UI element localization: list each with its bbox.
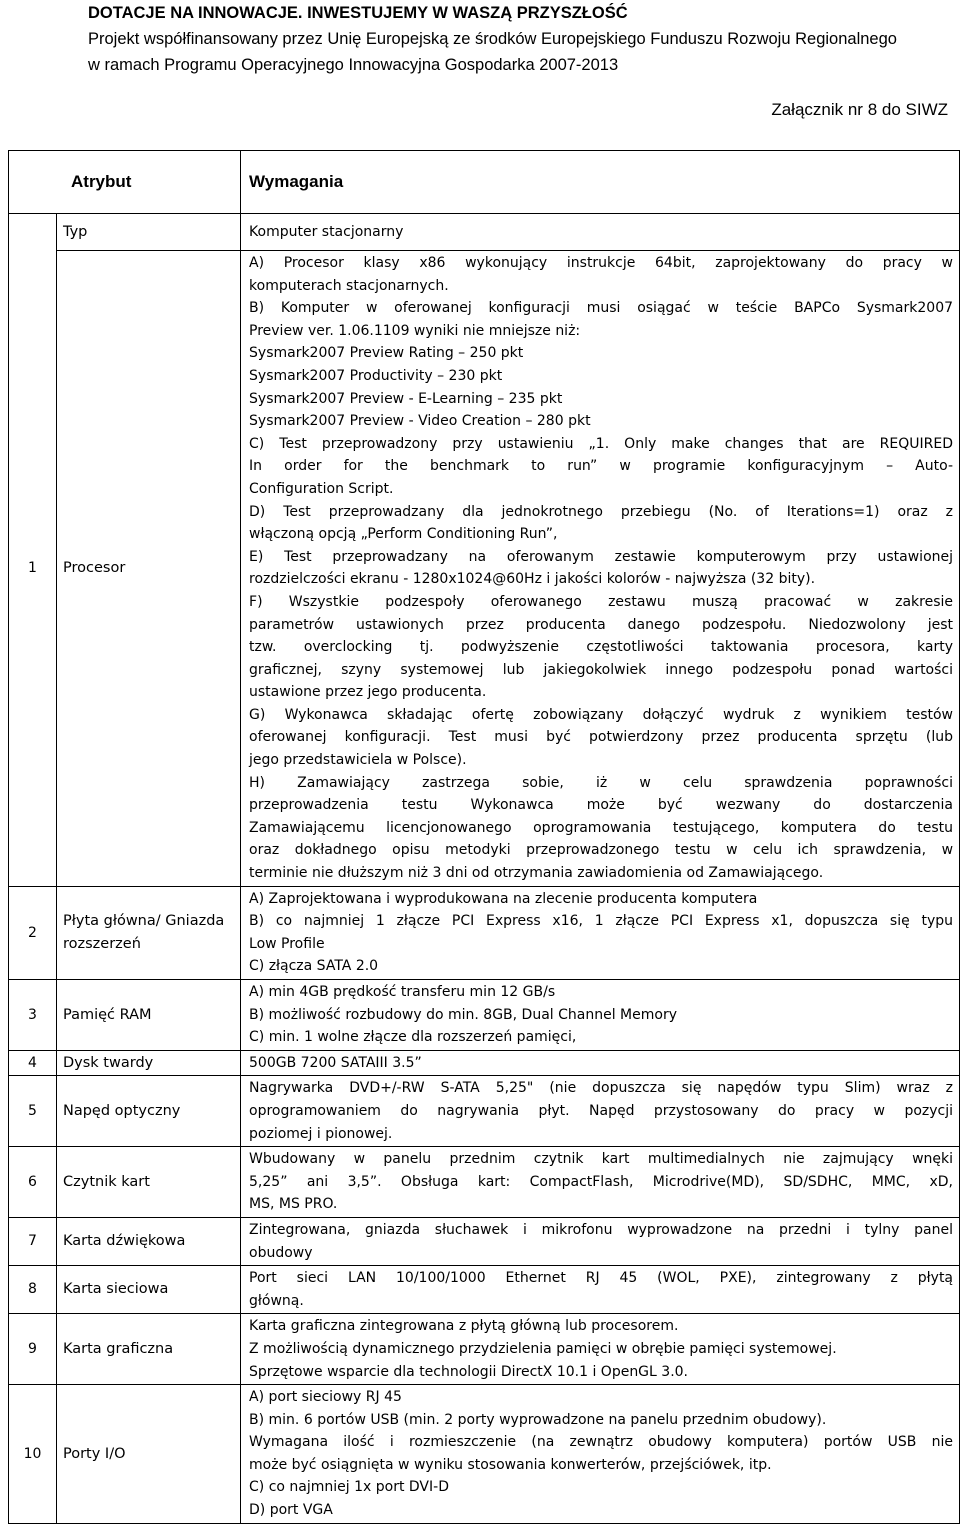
requirement-line: obudowy [249,1244,313,1261]
row-requirements [241,1050,960,1076]
requirement-line: Nagrywarka DVD+/-RW S-ATA 5,25" (nie dopuszcza się napędów typu Slim) wraz z [249,1080,954,1097]
table-row [9,1314,960,1385]
requirement-line: oferowanej konfiguracji. Test musi być potwierdzony przez producenta sprzętu (lub [249,729,954,746]
row-number: 6 [9,1147,57,1218]
requirement-line: B) możliwość rozbudowy do min. 8GB, Dual Channel Memory [249,1006,677,1023]
row-requirements [241,980,960,1051]
requirement-line: 5,25” ani 3,5”. Obsługa kart: CompactFlash, Microdrive(MD), SD/SDHC, MMC, xD, [249,1173,954,1190]
row-number: 5 [9,1076,57,1147]
row-number: 3 [9,980,57,1051]
row-number: 2 [9,886,57,979]
requirement-line: Low Profile [249,935,325,952]
requirement-line: główną. [249,1292,304,1309]
row-number: 1 [9,251,57,887]
requirement-line: Preview ver. 1.06.1109 wyniki nie mniejsze niż: [249,322,581,339]
table-row [9,1076,960,1147]
requirement-line: poziomej i pionowej. [249,1125,393,1142]
requirement-line: C) Test przeprowadzony przy ustawieniu „1. Only make changes that are REQUIRED [249,435,954,452]
row-attribute: Procesor [57,251,241,887]
type-value: Komputer stacjonarny [241,214,960,251]
requirement-line: D) Test przeprowadzany dla jednokrotnego przebiegu (No. of Iterations=1) oraz z [249,503,954,520]
requirements-table [8,150,960,1524]
row-attribute: Płyta główna/ Gniazda rozszerzeń [57,886,241,979]
row-requirements [241,1385,960,1524]
header-cofinancing: Projekt współfinansowany przez Unię Europejską ze środków Europejskiego Funduszu Rozwoju Regionalnego [88,30,897,48]
requirement-line: terminie nie dłuższym niż 3 dni od otrzymania zawiadomienia od Zamawiającego. [249,865,824,882]
requirement-line: 500GB 7200 SATAIII 3.5” [249,1054,422,1071]
requirement-line: H) Zamawiający zastrzega sobie, iż w celu sprawdzenia poprawności [249,774,954,791]
row-number: 4 [9,1050,57,1076]
table-row [9,980,960,1051]
requirement-line: A) Zaprojektowana i wyprodukowana na zlecenie producenta komputera [249,890,758,907]
requirement-line: Configuration Script. [249,480,394,497]
row-requirements [241,1217,960,1265]
requirement-line: A) Procesor klasy x86 wykonujący instrukcje 64bit, zaprojektowany do pracy w [249,255,954,271]
row-requirements [241,1266,960,1314]
row-requirements [241,251,960,887]
type-row [9,214,960,251]
table-row [9,1385,960,1524]
requirement-line: B) Komputer w oferowanej konfiguracji musi osiągać w teście BAPCo Sysmark2007 [249,300,954,317]
requirement-line: oprogramowaniem do nagrywania płyt. Napęd przystosowany do pracy w pozycji [249,1102,954,1119]
row-attribute: Dysk twardy [57,1050,241,1076]
requirement-line: może być osiągnięta w wyniku stosowania konwerterów, przejściówek, itp. [249,1456,772,1473]
row-number: 10 [9,1385,57,1524]
header-programme: w ramach Programu Operacyjnego Innowacyjna Gospodarka 2007-2013 [88,56,619,74]
requirement-line: oraz dokładnego opisu metodyki przeprowadzonego testu w celu ich sprawdzenia, w [249,842,954,859]
requirement-line: Z możliwością dynamicznego przydzielenia pamięci w obrębie pamięci systemowej. [249,1340,837,1357]
requirement-line: włączoną opcją „Perform Conditioning Run”, [249,526,558,543]
column-header-requirements: Wymagania [241,151,960,214]
requirement-line: Sysmark2007 Preview Rating – 250 pkt [249,345,524,362]
requirement-line: In order for the benchmark to run” w programie konfiguracyjnym – Auto- [249,458,954,475]
type-number-cell [9,214,57,251]
table-row [9,1147,960,1218]
requirement-line: E) Test przeprowadzany na oferowanym zestawie komputerowym przy ustawionej [249,548,954,565]
requirement-line: B) min. 6 portów USB (min. 2 porty wyprowadzone na panelu przednim obudowy). [249,1411,827,1428]
requirement-line: Zamawiającemu licencjonowanego oprogramowania testującego, komputera do testu [249,819,954,836]
requirement-line: parametrów ustawionych przez producenta danego podzespołu. Niedozwolony jest [249,616,954,633]
row-number: 7 [9,1217,57,1265]
row-number: 8 [9,1266,57,1314]
requirement-line: Sprzętowe wsparcie dla technologii DirectX 10.1 i OpenGL 3.0. [249,1363,688,1380]
row-attribute: Karta graficzna [57,1314,241,1385]
row-attribute: Karta dźwiękowa [57,1217,241,1265]
requirement-line: Karta graficzna zintegrowana z płytą główną lub procesorem. [249,1318,679,1335]
requirement-line: D) port VGA [249,1502,333,1519]
requirement-line: Sysmark2007 Preview - Video Creation – 280 pkt [249,413,591,430]
row-attribute: Porty I/O [57,1385,241,1524]
requirement-line: A) port sieciowy RJ 45 [249,1389,402,1406]
requirement-line: Sysmark2007 Productivity – 230 pkt [249,367,503,384]
requirement-line: F) Wszystkie podzespoły oferowanego zestawu muszą pracować w zakresie [249,593,954,610]
table-row [9,251,960,887]
table-row [9,1217,960,1265]
requirement-line: Wymagana ilość i rozmieszczenie (na zewnątrz obudowy komputera) portów USB nie [249,1434,954,1451]
attachment-label: Załącznik nr 8 do SIWZ [771,100,948,119]
requirement-line: Sysmark2007 Preview - E-Learning – 235 pkt [249,390,563,407]
requirement-line: tzw. overclocking tj. podwyższenie częstotliwości taktowania procesora, karty [249,639,954,656]
requirement-line: Zintegrowana, gniazda słuchawek i mikrofonu wyprowadzone na przedni i tylny panel [249,1221,954,1238]
table-header-row [9,151,960,214]
row-number: 9 [9,1314,57,1385]
table-row [9,1050,960,1076]
requirement-line: ustawione przez jego producenta. [249,684,487,701]
row-attribute: Napęd optyczny [57,1076,241,1147]
row-requirements [241,1076,960,1147]
row-attribute: Czytnik kart [57,1147,241,1218]
requirement-line: jego przedstawiciela w Polsce). [249,752,467,769]
column-header-attribute: Atrybut [9,151,241,214]
type-label: Typ [57,214,241,251]
requirement-line: przeprowadzenia testu Wykonawca może być wezwany do dostarczenia [249,797,954,814]
row-requirements [241,1314,960,1385]
header-title: DOTACJE NA INNOWACJE. INWESTUJEMY W WASZĄ PRZYSZŁOŚĆ [88,4,628,22]
requirement-line: C) co najmniej 1x port DVI-D [249,1479,449,1496]
requirement-line: G) Wykonawca składając ofertę zobowiązany dołączyć wydruk z wynikiem testów [249,706,954,723]
requirement-line: MS, MS PRO. [249,1196,338,1213]
requirement-line: C) min. 1 wolne złącze dla rozszerzeń pamięci, [249,1029,577,1046]
requirement-line: Wbudowany w panelu przednim czytnik kart multimedialnych nie zajmujący wnęki [249,1151,954,1168]
requirement-line: komputerach stacjonarnych. [249,277,449,294]
requirement-line: Port sieci LAN 10/100/1000 Ethernet RJ 45 (WOL, PXE), zintegrowany z płytą [249,1270,954,1287]
row-requirements [241,886,960,979]
row-attribute: Pamięć RAM [57,980,241,1051]
row-attribute: Karta sieciowa [57,1266,241,1314]
table-row [9,1266,960,1314]
requirement-line: rozdzielczości ekranu - 1280x1024@60Hz i jakości kolorów - najwyższa (32 bity). [249,571,816,588]
requirement-line: C) złącza SATA 2.0 [249,958,379,975]
requirement-line: graficznej, szyny systemowej lub jakiegokolwiek innego podzespołu ponad wartości [249,661,954,678]
requirement-line: B) co najmniej 1 złącze PCI Express x16, 1 złącze PCI Express x1, dopuszcza się typu [249,913,954,930]
table-row [9,886,960,979]
requirement-line: A) min 4GB prędkość transferu min 12 GB/s [249,984,556,1000]
row-requirements [241,1147,960,1218]
